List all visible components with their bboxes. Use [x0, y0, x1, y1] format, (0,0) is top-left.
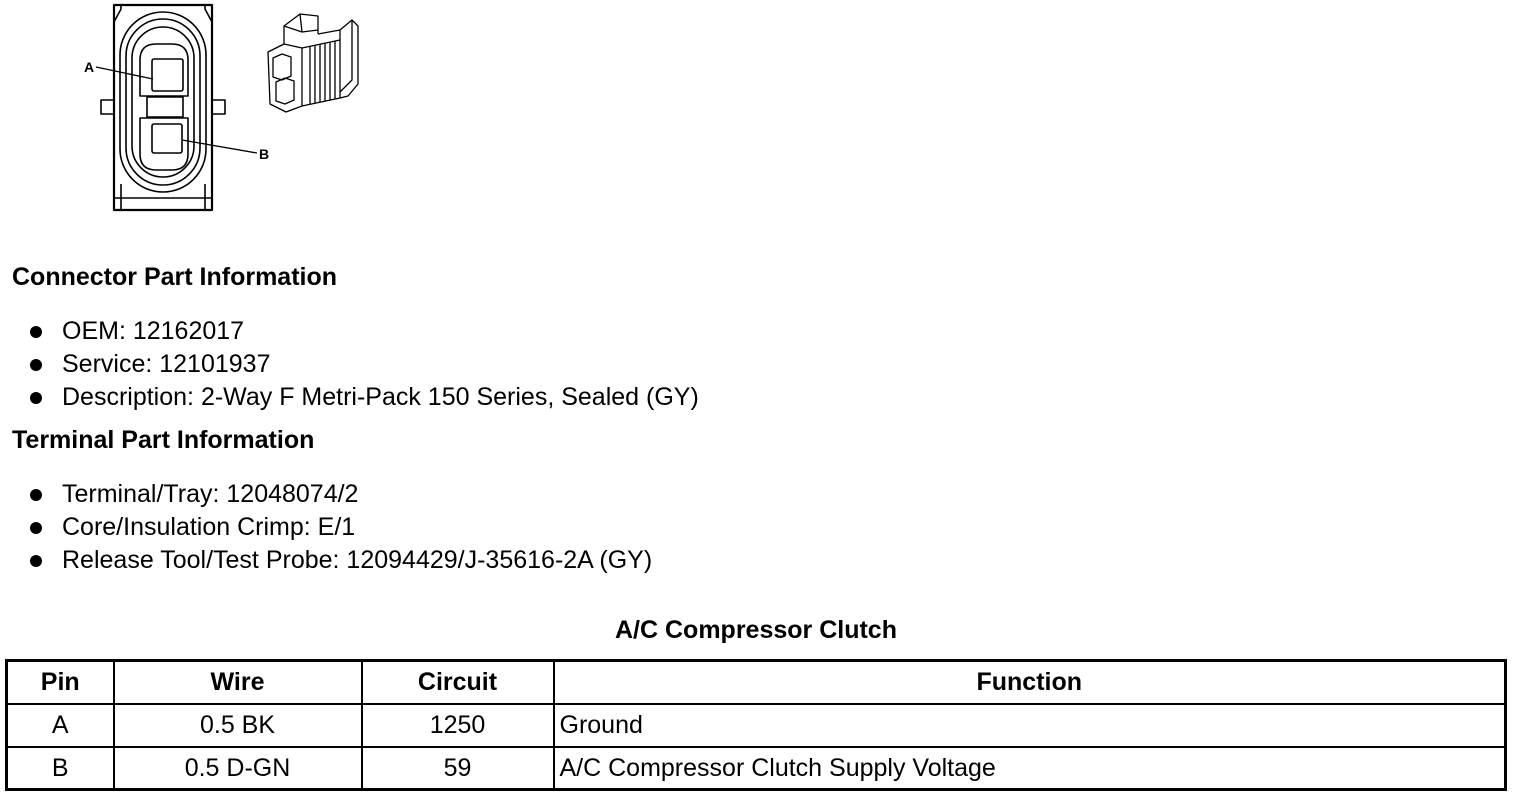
oem-part-number: OEM: 12162017: [62, 317, 245, 345]
cavity-a: [140, 44, 188, 96]
side-tab-left: [101, 100, 114, 114]
column-header-pin: Pin: [7, 661, 114, 704]
column-header-circuit: Circuit: [362, 661, 554, 704]
iso-cavity-b: [276, 78, 294, 104]
list-item: [0, 511, 652, 544]
bullet-icon: [30, 326, 42, 338]
service-part-number: Service: 12101937: [62, 350, 271, 378]
terminal-a: [152, 59, 183, 91]
connector-description: Description: 2-Way F Metri-Pack 150 Series, Sealed (GY): [62, 383, 699, 411]
bullet-icon: [30, 555, 42, 567]
release-tool-test-probe: Release Tool/Test Probe: 12094429/J-35616-2A (GY): [62, 546, 653, 574]
housing-outline: [114, 5, 212, 210]
seal-outer: [120, 12, 206, 192]
cell-pin: B: [7, 747, 114, 790]
iso-cavity-a: [273, 54, 291, 80]
list-item: [0, 315, 699, 348]
iso-seal-ribs: [310, 41, 335, 104]
list-item: [0, 544, 652, 577]
list-item: [0, 348, 699, 381]
pin-label-a: A: [84, 59, 95, 75]
table-row: [7, 747, 1506, 790]
cell-circuit: 59: [362, 747, 554, 790]
housing-bottom-band: [114, 184, 212, 210]
iso-latch: [284, 14, 318, 44]
bullet-icon: [30, 359, 42, 371]
cell-circuit: 1250: [362, 704, 554, 747]
cell-function: A/C Compressor Clutch Supply Voltage: [554, 747, 1506, 790]
list-item: [0, 478, 652, 511]
cell-wire: 0.5 BK: [114, 704, 362, 747]
table-caption: A/C Compressor Clutch: [615, 616, 897, 644]
bullet-icon: [30, 522, 42, 534]
table-header-row: [7, 661, 1506, 704]
cell-pin: A: [7, 704, 114, 747]
cavity-separator: [147, 97, 183, 117]
connector-part-info-heading: Connector Part Information: [12, 263, 338, 291]
terminal-b: [152, 124, 182, 153]
column-header-function: Function: [554, 661, 1506, 704]
table-row: [7, 704, 1506, 747]
iso-rear-cap: [340, 20, 358, 98]
pinout-table: [5, 659, 1507, 791]
connector-isometric-view: [268, 14, 358, 112]
terminal-part-info-heading: Terminal Part Information: [12, 426, 315, 454]
side-tab-right: [212, 100, 225, 114]
connector-diagram: [80, 0, 370, 222]
leader-line-a: [96, 67, 153, 79]
bullet-icon: [30, 392, 42, 404]
connector-part-info-list: [0, 315, 699, 414]
cavity-b: [140, 118, 188, 170]
column-header-wire: Wire: [114, 661, 362, 704]
connector-front-view: [96, 5, 257, 210]
iso-body: [302, 30, 340, 106]
core-insulation-crimp: Core/Insulation Crimp: E/1: [62, 513, 356, 541]
pin-label-b: B: [259, 146, 270, 162]
pin-labels: [84, 59, 269, 162]
cell-wire: 0.5 D-GN: [114, 747, 362, 790]
terminal-part-info-list: [0, 478, 652, 577]
list-item: [0, 381, 699, 414]
bullet-icon: [30, 489, 42, 501]
cell-function: Ground: [554, 704, 1506, 747]
terminal-tray: Terminal/Tray: 12048074/2: [62, 480, 359, 508]
